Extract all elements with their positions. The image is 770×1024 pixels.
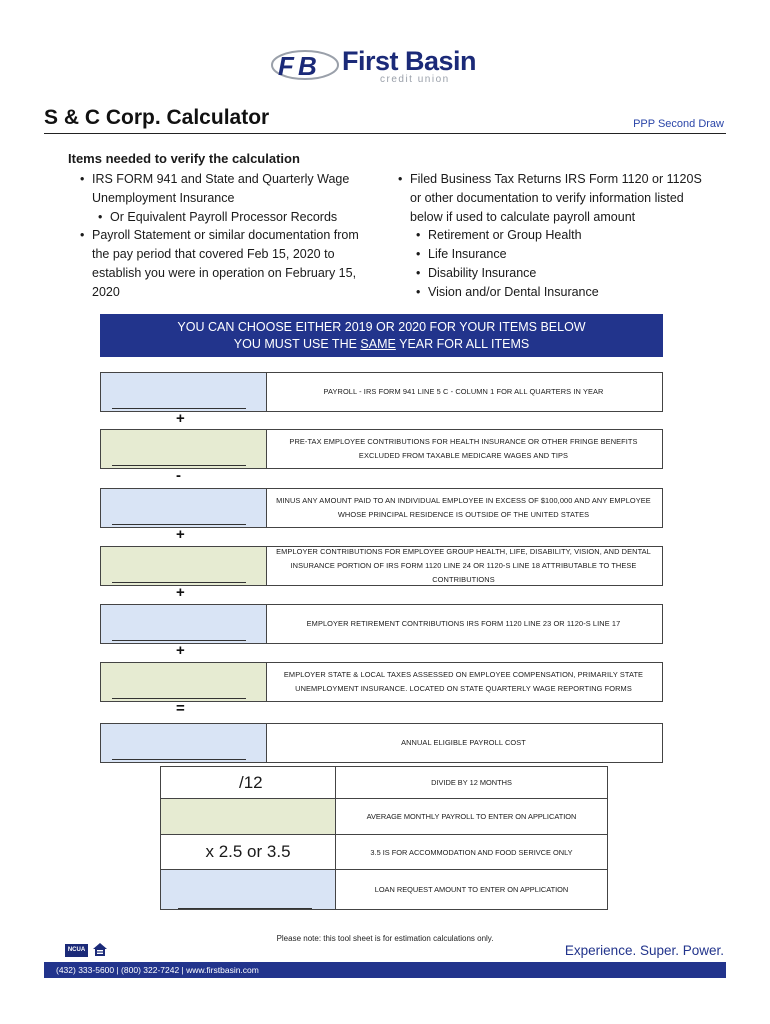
year-instruction-banner [100, 314, 663, 357]
entry-underline [112, 759, 246, 760]
items-list-right-item: • Filed Business Tax Returns IRS Form 1120 or 1120S or other documentation to verify information listed below if used to calculate payroll amount [396, 170, 716, 226]
banner-line-2-post: YEAR FOR ALL ITEMS [395, 337, 530, 351]
amount-entry-cell[interactable] [101, 430, 267, 468]
calc-row-description: PAYROLL - IRS FORM 941 LINE 5 C - COLUMN 1 FOR ALL QUARTERS IN YEAR [323, 387, 604, 396]
items-list-left-item: • IRS FORM 941 and State and Quarterly Wage Unemployment Insurance [78, 170, 378, 208]
entry-underline [112, 640, 246, 641]
items-list-right [396, 170, 716, 302]
amount-entry-cell[interactable] [101, 605, 267, 643]
logo-name: First Basin [342, 46, 477, 76]
items-list-right-item: • Vision and/or Dental Insurance [396, 283, 716, 302]
items-list-right-item: • Retirement or Group Health [396, 226, 716, 245]
banner-line-1: YOU CAN CHOOSE EITHER 2019 OR 2020 FOR YOUR ITEMS BELOW [177, 320, 586, 334]
entry-underline [178, 908, 312, 909]
fb-logo-mark-icon [270, 48, 340, 82]
multiplier-cell: x 2.5 or 3.5 [161, 835, 336, 869]
contact-bar: (432) 333-5600 | (800) 322-7242 | www.firstbasin.com [44, 962, 726, 978]
amount-entry-cell[interactable] [101, 724, 267, 762]
items-list-left-item: • Payroll Statement or similar documentation from the pay period that covered Feb 15, 2020 to establish you were in operation on February 15, 2020 [78, 226, 378, 301]
estimation-note: Please note: this tool sheet is for estimation calculations only. [276, 934, 494, 943]
first-basin-logo [270, 44, 510, 90]
calc-row [100, 488, 663, 528]
calc-row-description: PRE-TAX EMPLOYEE CONTRIBUTIONS FOR HEALTH INSURANCE OR OTHER FRINGE BENEFITS EXCLUDED FROM TAXABLE MEDICARE WAGES AND TIPS [289, 437, 638, 460]
calc-row [100, 546, 663, 586]
monthly-row [160, 799, 608, 835]
entry-underline [112, 408, 246, 409]
title-divider [44, 133, 726, 134]
calc-row [100, 723, 663, 763]
calc-row-description: EMPLOYER CONTRIBUTIONS FOR EMPLOYEE GROUP HEALTH, LIFE, DISABILITY, VISION, AND DENTAL INSURANCE PORTION OF IRS FORM 1120 LINE 24 OR 1120-S LINE 18 ATTRIBUTABLE TO THESE CONTRIBUTIONS [276, 547, 651, 584]
tagline: Experience. Super. Power. [564, 943, 724, 958]
monthly-row [160, 766, 608, 799]
entry-underline [112, 465, 246, 466]
calc-row-description: ANNUAL ELIGIBLE PAYROLL COST [401, 738, 526, 747]
entry-underline [112, 582, 246, 583]
svg-text:B: B [298, 51, 317, 81]
calc-row-description: EMPLOYER RETIREMENT CONTRIBUTIONS IRS FORM 1120 LINE 23 OR 1120-S LINE 17 [306, 619, 621, 628]
items-list-right-item: • Life Insurance [396, 245, 716, 264]
operator-symbol: - [176, 467, 181, 484]
entry-underline [112, 524, 246, 525]
operator-symbol: + [176, 410, 185, 427]
amount-entry-cell[interactable] [101, 547, 267, 585]
monthly-row-description: 3.5 IS FOR ACCOMMODATION AND FOOD SERIVCE ONLY [370, 847, 573, 857]
monthly-row-description: DIVIDE BY 12 MONTHS [431, 778, 512, 787]
items-list-left-item: • Or Equivalent Payroll Processor Records [78, 208, 378, 227]
operator-symbol: = [176, 700, 185, 717]
entry-underline [112, 698, 246, 699]
banner-line-2 [100, 336, 663, 353]
operator-symbol: + [176, 584, 185, 601]
amount-entry-cell[interactable] [101, 489, 267, 527]
banner-line-2-pre: YOU MUST USE THE [233, 337, 361, 351]
page-title: S & C Corp. Calculator [44, 106, 270, 129]
operator-symbol: + [176, 642, 185, 659]
calc-row-description: MINUS ANY AMOUNT PAID TO AN INDIVIDUAL EMPLOYEE IN EXCESS OF $100,000 AND ANY EMPLOYEE WHOSE PRINCIPAL RESIDENCE IS OUTSIDE OF THE UNITED STATES [276, 496, 651, 519]
amount-entry-cell[interactable] [161, 870, 336, 909]
items-list-right-item: • Disability Insurance [396, 264, 716, 283]
operator-symbol: + [176, 526, 185, 543]
svg-text:F: F [278, 51, 294, 81]
multiplier-cell: /12 [161, 767, 336, 798]
monthly-row-description: LOAN REQUEST AMOUNT TO ENTER ON APPLICATION [374, 885, 569, 894]
logo-subtext: credit union [380, 74, 450, 85]
calc-row-description: EMPLOYER STATE & LOCAL TAXES ASSESSED ON EMPLOYEE COMPENSATION, PRIMARILY STATE UNEMPLOYMENT INSURANCE. LOCATED ON STATE QUARTERLY WAGE REPORTING FORMS [283, 670, 644, 693]
monthly-row [160, 835, 608, 870]
calc-row [100, 662, 663, 702]
page-subtitle: PPP Second Draw [633, 118, 724, 130]
calc-row [100, 429, 663, 469]
items-list-left [78, 170, 378, 302]
calc-row [100, 372, 663, 412]
amount-entry-cell[interactable] [101, 663, 267, 701]
calc-row [100, 604, 663, 644]
ncua-logo: NCUA [65, 944, 88, 957]
amount-entry-cell[interactable] [101, 373, 267, 411]
banner-line-2-emphasis: SAME [360, 337, 396, 351]
equal-housing-icon [93, 943, 107, 957]
monthly-row-description: AVERAGE MONTHLY PAYROLL TO ENTER ON APPLICATION [366, 812, 577, 821]
items-heading: Items needed to verify the calculation [68, 151, 300, 166]
monthly-row [160, 870, 608, 910]
amount-entry-cell[interactable] [161, 799, 336, 834]
